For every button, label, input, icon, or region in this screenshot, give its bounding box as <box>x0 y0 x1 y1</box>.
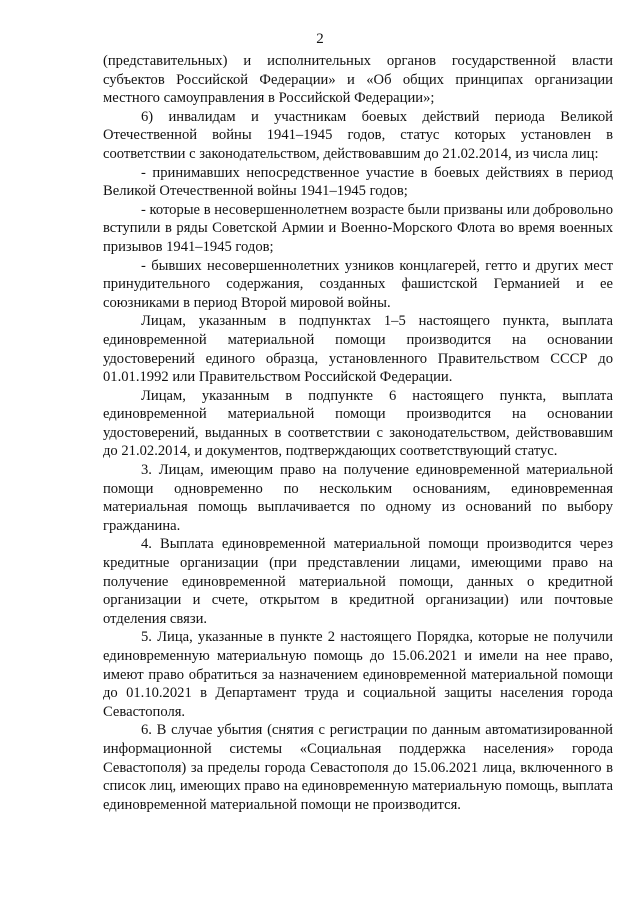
paragraph-clause-6: 6. В случае убытия (снятия с регистрации по данным автоматизированной информационной системы «Социальная поддержка населения» города Севастополя) за пределы города Севастополя до 15.06.2021 лица, включенного в список лиц, имеющих право на единовременную материальную помощь, выплата единовременной материальной помощи не производится. <box>103 722 613 813</box>
paragraph-persons-1-5: Лицам, указанным в подпунктах 1–5 настоящего пункта, выплата единовременной материальной помощи производится на основании удостоверений единого образца, установленного Правительством СССР до 01.01.1992 или Правительством Российской Федерации. <box>103 313 613 386</box>
paragraph-clause-5: 5. Лица, указанные в пункте 2 настоящего Порядка, которые не получили единовременную материальную помощь до 15.06.2021 и имели на нее право, имеют право обратиться за назначением единовременной материальной помощи до 01.10.2021 в Департамент труда и социальной защиты населения города Севастополя. <box>103 629 613 720</box>
paragraph-clause-3: 3. Лицам, имеющим право на получение единовременной материальной помощи одновременно по нескольким основаниям, единовременная материальная помощь выплачивается по одному из оснований по выбору гражданина. <box>103 462 613 534</box>
paragraph-dash-3: - бывших несовершеннолетних узников концлагерей, гетто и других мест принудительного содержания, созданных фашистской Германией и ее союзниками в период Второй мировой войны. <box>103 257 613 311</box>
paragraph-continuation: (представительных) и исполнительных органов государственной власти субъектов Российской Федерации» и «Об общих принципах организации местного самоуправления в Российской Федерации»; <box>103 53 613 107</box>
document-body <box>103 52 613 814</box>
paragraph-dash-2: - которые в несовершеннолетнем возрасте были призваны или добровольно вступили в ряды Советской Армии и Военно-Морского Флота во время военных призывов 1941–1945 годов; <box>103 201 613 255</box>
paragraph-dash-1: - принимавших непосредственное участие в боевых действиях в период Великой Отечественной войны 1941–1945 годов; <box>103 164 613 200</box>
page-number: 2 <box>316 31 324 47</box>
paragraph-clause-4: 4. Выплата единовременной материальной помощи производится через кредитные организации (при представлении лицами, имеющими право на получение единовременной материальной помощи, данных о кредитной организации и счете, открытом в кредитной организации) или почтовые отделения связи. <box>103 536 613 627</box>
paragraph-item-6: 6) инвалидам и участникам боевых действий периода Великой Отечественной войны 1941–1945 годов, статус которых установлен в соответствии с законодательством, действовавшим до 21.02.2014, из числа лиц: <box>103 108 613 162</box>
paragraph-persons-6: Лицам, указанным в подпункте 6 настоящего пункта, выплата единовременной материальной помощи производится на основании удостоверений, выданных в соответствии с законодательством, действовавшим до 21.02.2014, и документов, подтверждающих соответствующий статус. <box>103 387 613 460</box>
